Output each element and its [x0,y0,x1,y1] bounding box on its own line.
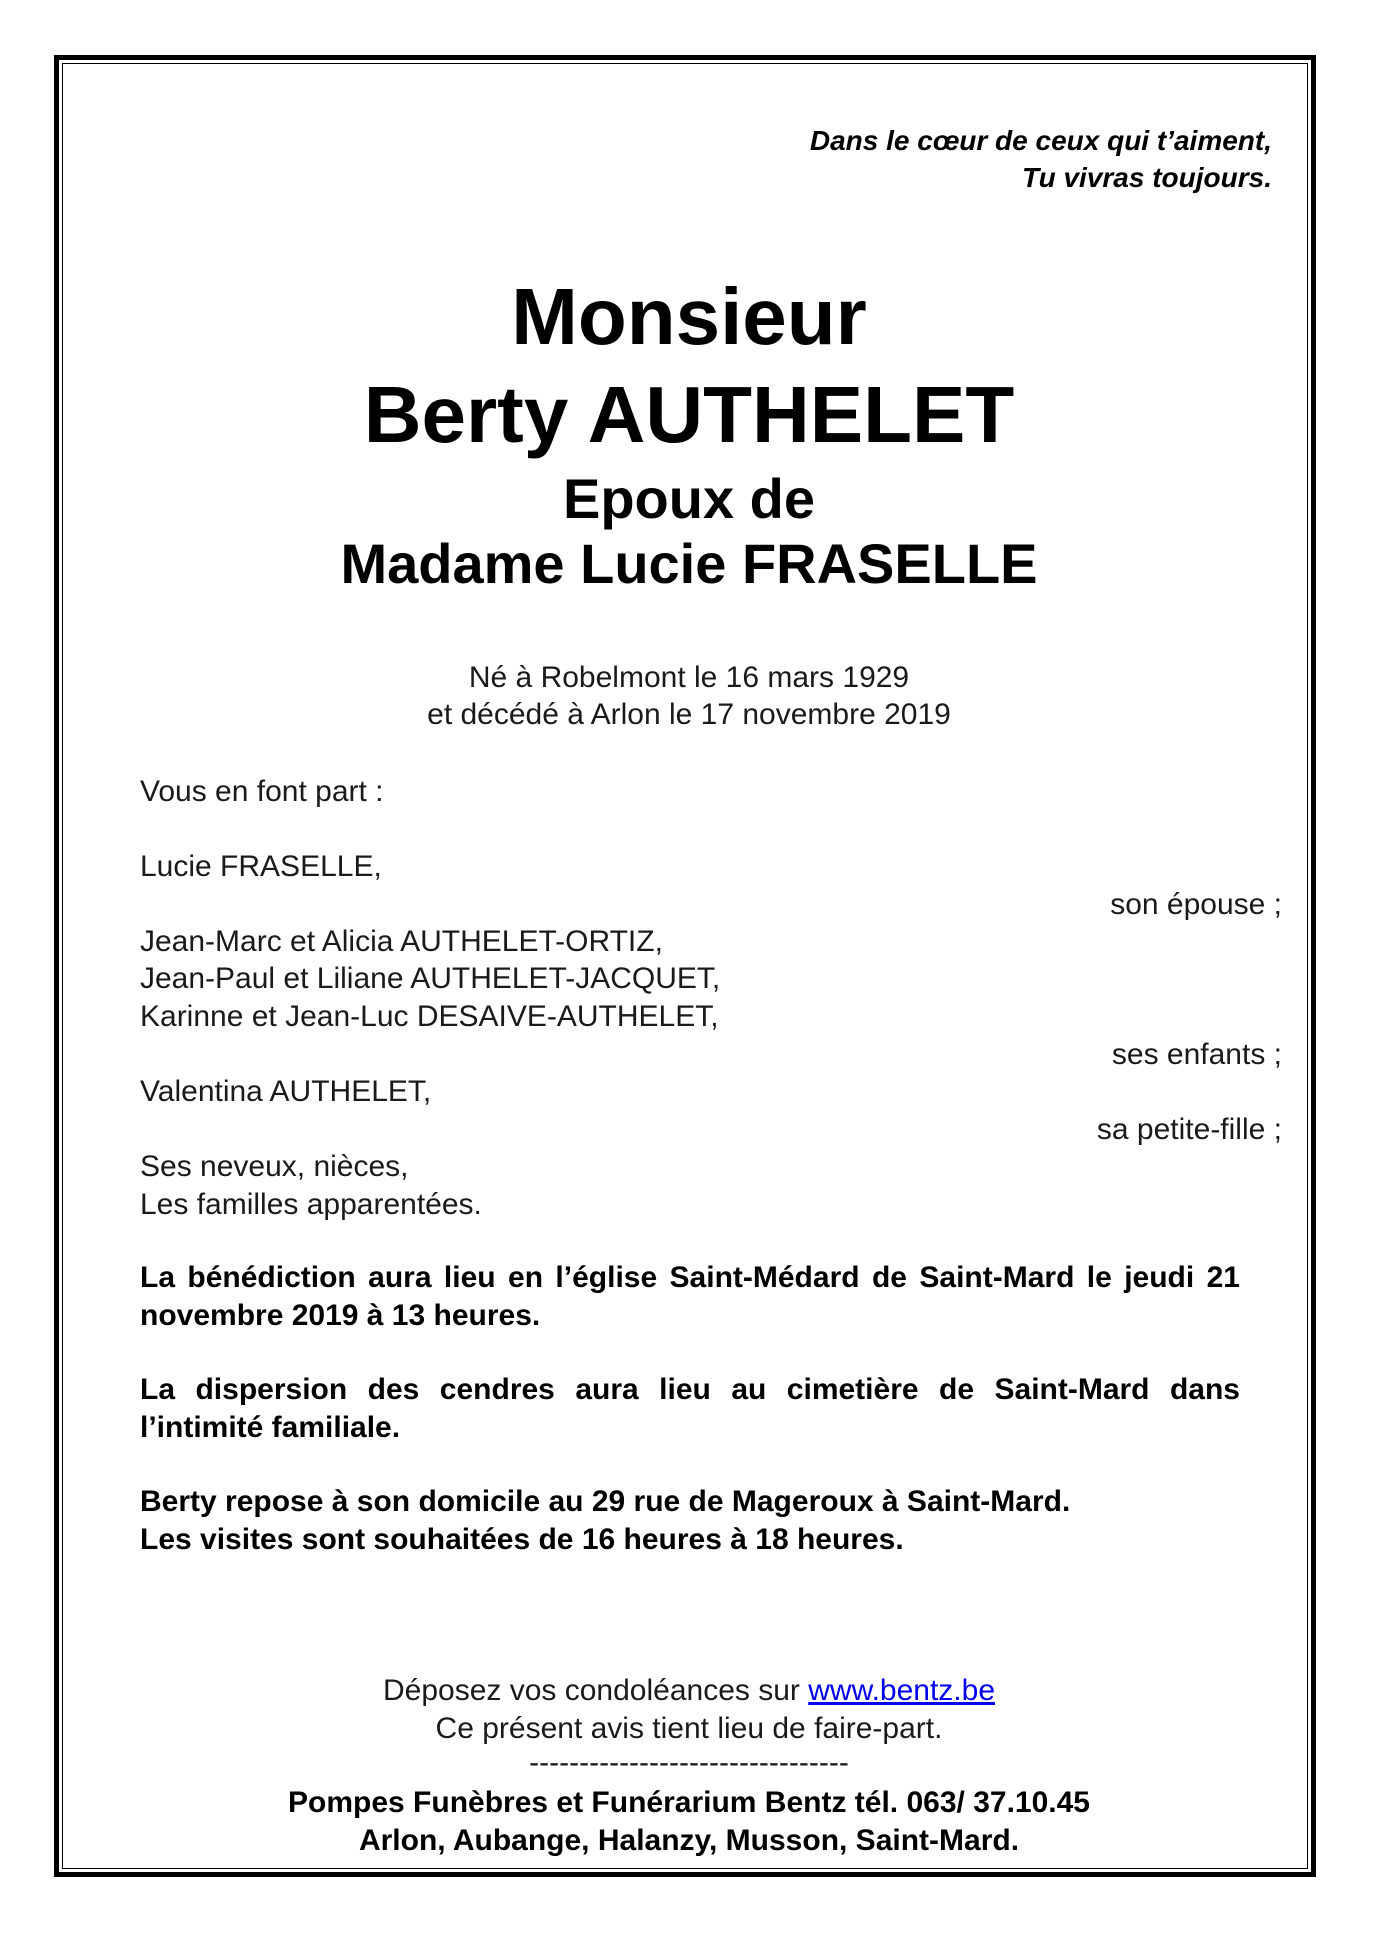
separator: -------------------------------- [529,1746,849,1779]
ashes-info: La dispersion des cendres aura lieu au cimetière de Saint-Mard dans l’intimité familiale. [140,1373,1240,1444]
condolences-link[interactable]: www.bentz.be [808,1674,996,1707]
family-member: Jean-Paul et Liliane AUTHELET-JACQUET, [140,962,721,995]
salutation: Monsieur [511,272,867,361]
notice: Ce présent avis tient lieu de faire-part. [435,1712,943,1745]
epigraph-line-2: Tu vivras toujours. [1022,162,1272,193]
relation: Epoux de [562,467,816,530]
condolences-text: Déposez vos condoléances sur [382,1674,809,1707]
family-role: sa petite-fille ; [1096,1113,1282,1146]
family-member: Ses neveux, nièces, [140,1150,409,1183]
visits-info: Les visites sont souhaitées de 16 heures à 18 heures. [140,1523,904,1556]
family-role: ses enfants ; [1111,1038,1282,1071]
epigraph-line-1: Dans le cœur de ceux qui t’aiment, [809,125,1272,156]
company-info: Pompes Funèbres et Funérarium Bentz tél. 063/ 37.10.45 [288,1786,1090,1819]
condolences-line [0,1676,1378,1706]
spouse-name: Madame Lucie FRASELLE [340,532,1038,595]
announcement-intro: Vous en font part : [140,775,384,808]
family-role: son épouse ; [1110,888,1282,921]
deceased-name: Berty AUTHELET [363,370,1015,459]
death-info: et décédé à Arlon le 17 novembre 2019 [427,698,951,731]
family-member: Jean-Marc et Alicia AUTHELET-ORTIZ, [140,925,663,958]
family-member: Les familles apparentées. [140,1188,482,1221]
blessing-info: La bénédiction aura lieu en l’église Saint-Médard de Saint-Mard le jeudi 21 novembre 2019 à 13 heures. [140,1261,1240,1332]
family-member: Valentina AUTHELET, [140,1075,432,1108]
family-member: Lucie FRASELLE, [140,850,382,883]
family-member: Karinne et Jean-Luc DESAIVE-AUTHELET, [140,1000,719,1033]
rest-info: Berty repose à son domicile au 29 rue de Mageroux à Saint-Mard. [140,1485,1071,1518]
birth-info: Né à Robelmont le 16 mars 1929 [468,661,910,694]
company-locations: Arlon, Aubange, Halanzy, Musson, Saint-Mard. [358,1824,1020,1857]
